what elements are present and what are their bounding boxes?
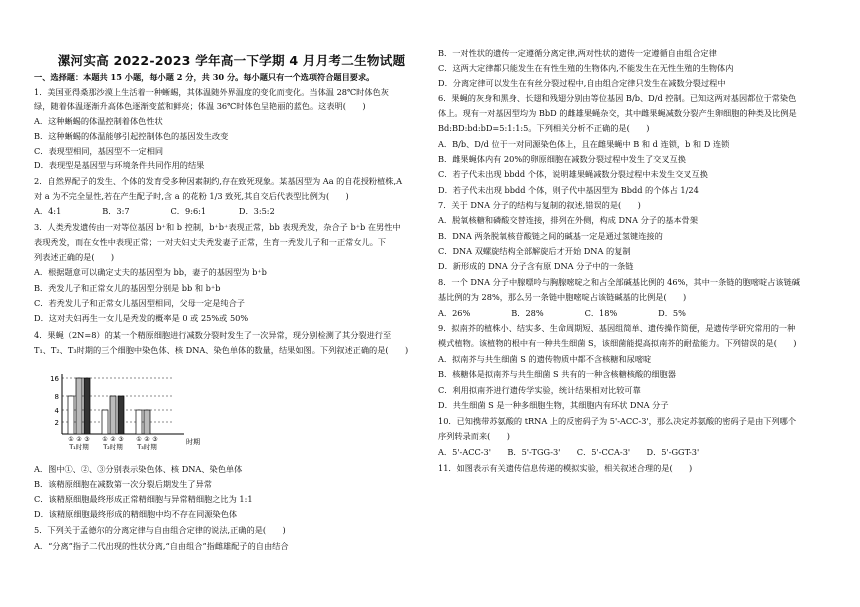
y-tick-label: 2	[54, 419, 59, 427]
bar-2-1	[144, 410, 150, 434]
right-line: 序列转录而来( )	[438, 431, 510, 441]
bar-series-label: ②	[110, 436, 116, 443]
right-line: 10．已知携带苏氨酸的 tRNA 上的反密码子为 5'-ACC-3'，那么决定苏氨酸的密码子是由下列哪个	[438, 416, 797, 426]
bar-2-0	[136, 410, 142, 434]
x-category-label: T₁时期	[69, 443, 89, 450]
left-line: C．若秃发儿子和正常女儿基因型相同，父母一定是纯合子	[34, 298, 245, 308]
x-axis-label: 时期	[186, 438, 200, 446]
left-line: 4．果蝇（2N=8）的某一个精原细胞进行减数分裂时发生了一次异常，现分别检测了其分裂进行至	[34, 330, 392, 340]
left-line: 表现秃发，而在女性中表现正常；一对夫妇丈夫秃发妻子正常，生育一秃发儿子和一正常女儿。下	[34, 237, 387, 247]
left-line: A．这种蜥蜴的体温控制着体色性状	[34, 116, 163, 126]
bar-1-1	[110, 396, 116, 434]
chromosome-count-chart	[40, 372, 200, 450]
left-line: 2．自然界配子的发生、个体的发育受多种因素制约,存在致死现象。某基因型为 Aa 的自花授粉植株,A	[34, 176, 403, 186]
right-line: 9．拟南芥的植株小、结实多、生命周期短、基因组简单、遗传操作简便，是遗传学研究常用的一种	[438, 323, 796, 333]
right-line: 模式植物。该植物的根中有一种共生细菌 S，该细菌能提高拟南芥的耐盐能力。下列错误的是( )	[438, 338, 797, 348]
bar-series-label: ①	[68, 436, 74, 443]
y-tick-label: 8	[54, 393, 59, 401]
left-line: B．秃发儿子和正常女儿的基因型分别是 bb 和 b⁺b	[34, 283, 221, 293]
left-line: D．该精原细胞最终形成的精细胞中均不存在同源染色体	[34, 509, 238, 519]
left-line: D．表现型是基因型与环境条件共同作用的结果	[34, 160, 205, 170]
left-line: D．这对夫妇再生一女儿是秃发的概率是 0 或 25%或 50%	[34, 313, 249, 323]
left-line: B．该精原细胞在减数第一次分裂后期发生了异常	[34, 479, 212, 489]
left-line: 一、选择题：本题共 15 小题，每小题 2 分，共 30 分。每小题只有一个选项符合题目要求。	[34, 72, 375, 82]
bar-series-label: ②	[144, 436, 150, 443]
right-line: C．利用拟南芥进行遗传学实验，统计结果相对比较可靠	[438, 385, 641, 395]
left-line: A．“分离”指子二代出现的性状分离,“自由组合”指雌雄配子的自由结合	[34, 541, 289, 551]
bar-series-label: ①	[136, 436, 142, 443]
left-line: C．表现型相同，基因型不一定相同	[34, 146, 164, 156]
right-line: 7．关于 DNA 分子的结构与复制的叙述,错误的是( )	[438, 200, 641, 210]
left-line: 绿，随着体温逐渐升高体色逐渐变蓝和鲜亮；体温 36℃时体色呈艳丽的蓝色。这表明( )	[34, 101, 366, 111]
left-line: T₁、T₂、T₃时期的三个细胞中染色体、核 DNA、染色单体的数量，结果如图。下列叙述正确的是( )	[34, 345, 409, 355]
y-tick-label: 16	[50, 375, 59, 383]
right-line: B．DNA 两条脱氧核苷酸链之间的碱基一定是通过氢键连接的	[438, 231, 663, 241]
left-line: A．4:1 B．3:7 C．9:6:1 D．3:5:2	[34, 206, 275, 216]
left-line: C．该精原细胞最终形成正常精细胞与异常精细胞之比为 1:1	[34, 494, 253, 504]
right-line: A．5'-ACC-3' B．5'-TGG-3' C．5'-CCA-3' D．5'-GGT-3'	[438, 447, 700, 457]
bar-series-label: ①	[102, 436, 108, 443]
right-line: B．雌果蝇体内有 20%的卵原细胞在减数分裂过程中发生了交叉互换	[438, 154, 686, 164]
right-line: D．分离定律可以发生在有丝分裂过程中,自由组合定律只发生在减数分裂过程中	[438, 78, 726, 88]
bar-0-1	[76, 378, 82, 434]
right-line: A．26% B．28% C．18% D．5%	[438, 308, 686, 318]
bar-1-2	[118, 396, 124, 434]
x-category-label: T₃时期	[137, 443, 157, 450]
bar-series-label: ③	[152, 436, 158, 443]
right-line: C．DNA 双螺旋结构全部解旋后才开始 DNA 的复制	[438, 246, 631, 256]
right-line: D．共生细菌 S 是一种多细胞生物，其细胞内有环状 DNA 分子	[438, 400, 669, 410]
left-line: 5．下列关于孟德尔的分离定律与自由组合定律的说法,正确的是( )	[34, 525, 286, 535]
right-line: 6．果蝇的灰身和黑身、长翅和残翅分别由等位基因 B/b、D/d 控制。已知这两对基因都位于常染色	[438, 93, 797, 103]
right-line: 8．一个 DNA 分子中腺嘌呤与胸腺嘧啶之和占全部碱基比例的 46%，其中一条链的胞嘧啶占该链碱	[438, 277, 800, 287]
bar-series-label: ②	[76, 436, 82, 443]
bar-1-0	[102, 410, 108, 434]
right-line: C．若子代未出现 bbdd 个体，说明雄果蝇减数分裂过程中未发生交叉互换	[438, 169, 708, 179]
right-line: 11．如图表示有关遗传信息传递的模拟实验，相关叙述合理的是( )	[438, 463, 693, 473]
bar-series-label: ③	[118, 436, 124, 443]
left-line: A．图中①、②、③分别表示染色体、核 DNA、染色单体	[34, 464, 243, 474]
x-category-label: T₂时期	[103, 443, 123, 450]
right-line: C．这两大定律都只能发生在有性生殖的生物体内,不能发生在无性生殖的生物体内	[438, 63, 734, 73]
bar-series-label: ③	[84, 436, 90, 443]
right-line: 体上。现有一对基因型均为 BbD 的雌雄果蝇杂交，其中雌果蝇减数分裂产生卵细胞的种类及比例是	[438, 108, 797, 118]
right-line: D．若子代未出现 bbdd 个体，则子代中基因型为 Bbdd 的个体占 1/24	[438, 185, 699, 195]
page-title: 漯河实高 2022-2023 学年高一下学期 4 月月考二生物试题	[57, 53, 406, 68]
left-line: 对 a 为不完全显性,若在产生配子时,含 a 的花粉 1/3 致死,其自交后代表型比例为( )	[34, 191, 349, 201]
right-line: Bd:BD:bd:bD=5:1:1:5。下列相关分析不正确的是( )	[438, 123, 650, 133]
right-line: 基比例的为 28%，那么另一条链中胞嘧啶占该链碱基的比例是( )	[438, 292, 687, 302]
left-line: 列表述正确的是( )	[34, 252, 115, 262]
right-line: A．拟南芥与共生细菌 S 的遗传物质中都不含核糖和尿嘧啶	[438, 354, 652, 364]
right-line: A．脱氧核糖和磷酸交替连接，排列在外侧，构成 DNA 分子的基本骨架	[438, 215, 699, 225]
left-line: 1．美国亚得桑那沙漠上生活着一种蜥蜴，其体温随外界温度的变化而变化。当体温 28℃时体色灰	[34, 87, 389, 97]
y-tick-label: 4	[54, 407, 59, 415]
left-line: 3．人类秃发遗传由一对等位基因 b⁺和 b 控制，b⁺b⁺表现正常，bb 表现秃发，杂合子 b⁺b 在男性中	[34, 222, 401, 232]
right-line: A．B/b、D/d 位于一对同源染色体上，且在雌果蝇中 B 和 d 连锁，b 和 D 连锁	[438, 139, 730, 149]
right-line: B．一对性状的遗传一定遵循分离定律,两对性状的遗传一定遵循自由组合定律	[438, 48, 717, 58]
left-line: B．这种蜥蜴的体温能够引起控制体色的基因发生改变	[34, 131, 229, 141]
bar-0-2	[84, 378, 90, 434]
right-line: D．新形成的 DNA 分子含有原 DNA 分子中的一条链	[438, 261, 634, 271]
right-line: B．核糖体是拟南芥与共生细菌 S 共有的一种含核糖核酸的细胞器	[438, 369, 676, 379]
bar-0-0	[68, 396, 74, 434]
left-line: A．根据题意可以确定丈夫的基因型为 bb，妻子的基因型为 b⁺b	[34, 267, 267, 277]
